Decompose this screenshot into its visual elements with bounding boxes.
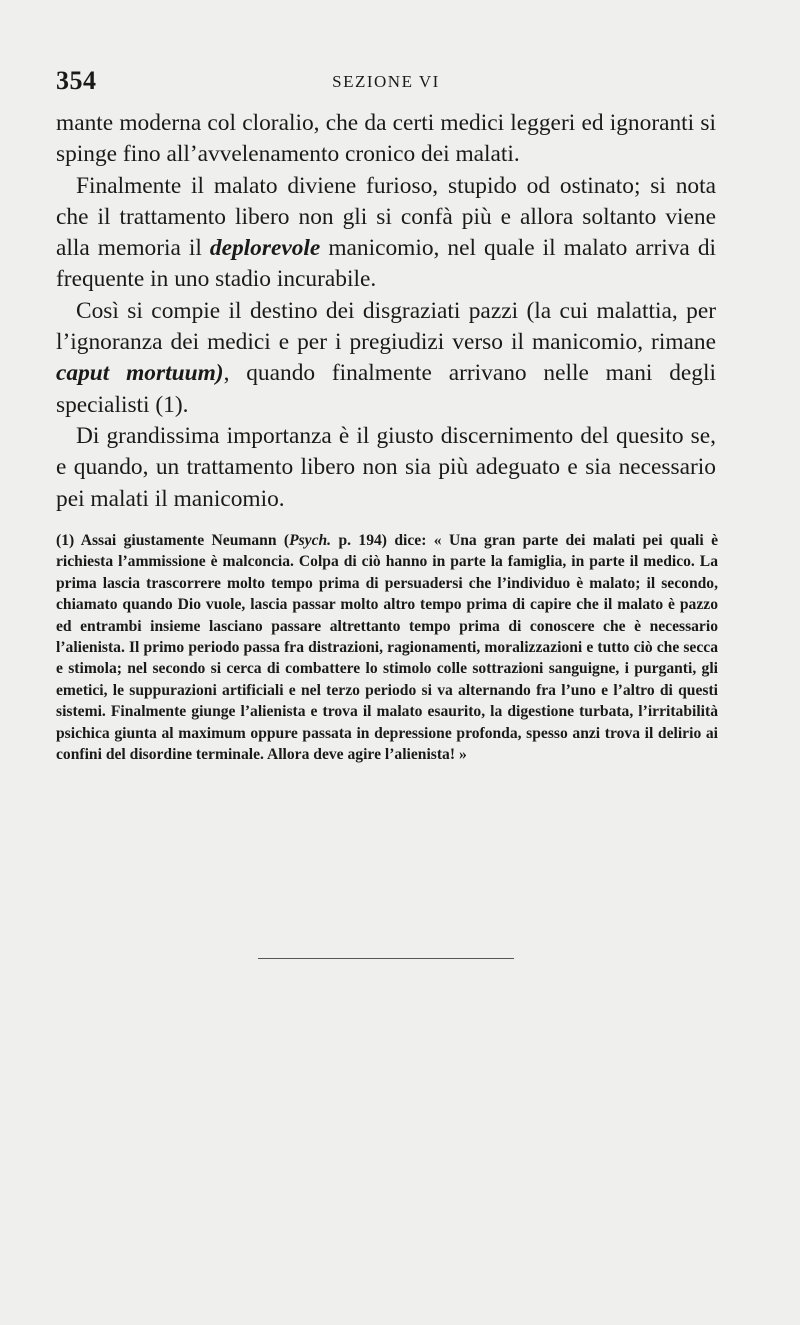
paragraph-3-text-b: , quando finalmente arrivano nelle mani degli specialisti (1). [56,360,717,418]
footnote-text [56,530,718,765]
emphasis-deplorevole: deplorevole [209,235,321,262]
paragraph-4: Di grandissima importanza è il giusto discernimento del quesito se, e quando, un trattamento libero non sia più adeguato e sia necessario pei malati il manicomio. [56,422,716,512]
paragraph-2-text-a: Finalmente il malato diviene furioso, stupido od ostinato; si nota che il trattamento libero non gli si confà più e allora soltanto viene alla memoria il [56,172,716,262]
page-header [56,66,716,96]
paragraph-1: mante moderna col cloralio, che da certi medici leggeri ed ignoranti si spinge fino all’avvelenamento cronico dei malati. [56,110,716,168]
footnote-citation: Psych. [289,532,332,549]
footnote [56,530,718,765]
footnote-lead: (1) Assai giustamente Neumann ( [56,532,290,549]
page-number: 354 [56,66,97,95]
paragraph-3-text-a: Così si compie il destino dei disgraziati pazzi (la cui malattia, per l’ignoranza dei medici e per i pregiudizi verso il manicomio, rimane [56,297,716,356]
paragraph-2 [56,171,716,296]
bottom-rule [258,958,514,959]
paragraph-3 [56,296,716,421]
paragraph-2-text-b: manicomio, nel quale il malato arriva di frequente in uno stadio incurabile. [56,235,717,293]
running-head: SEZIONE VI [332,72,440,91]
main-text [56,108,716,515]
emphasis-caput-mortuum: caput mortuum) [56,360,224,387]
footnote-body: p. 194) dice: « Una gran parte dei malati pei quali è richiesta l’ammissione è malconcia. Colpa di ciò hanno in parte la famiglia, in parte il medico. La prima lascia trascorrere molto tempo prima di persuadersi che l’individuo è malato; il secondo, chiamato quando Dio vuole, lascia passar molto altro tempo prima di capire che il malato è pazzo ed entrambi insieme lasciano passare altrettanto tempo prima di conoscere che è necessario l’alienista. Il primo periodo passa fra distrazioni, ragionamenti, moralizzazioni e tutto ciò che secca e stimola; nel secondo si cerca di combattere lo stimolo colle sottrazioni sanguigne, i purganti, gli emetici, le suppurazioni artificiali e nel terzo periodo si va alternando fra l’uno e l’altro di questi sistemi. Finalmente giunge l’alienista e trova il malato esaurito, la digestione turbata, l’irritabilità psichica giunta al maximum oppure passata in depressione profonda, spesso anzi trova il delirio ai confini del disordine terminale. Allora deve agire l’alienista! » [56,532,718,764]
